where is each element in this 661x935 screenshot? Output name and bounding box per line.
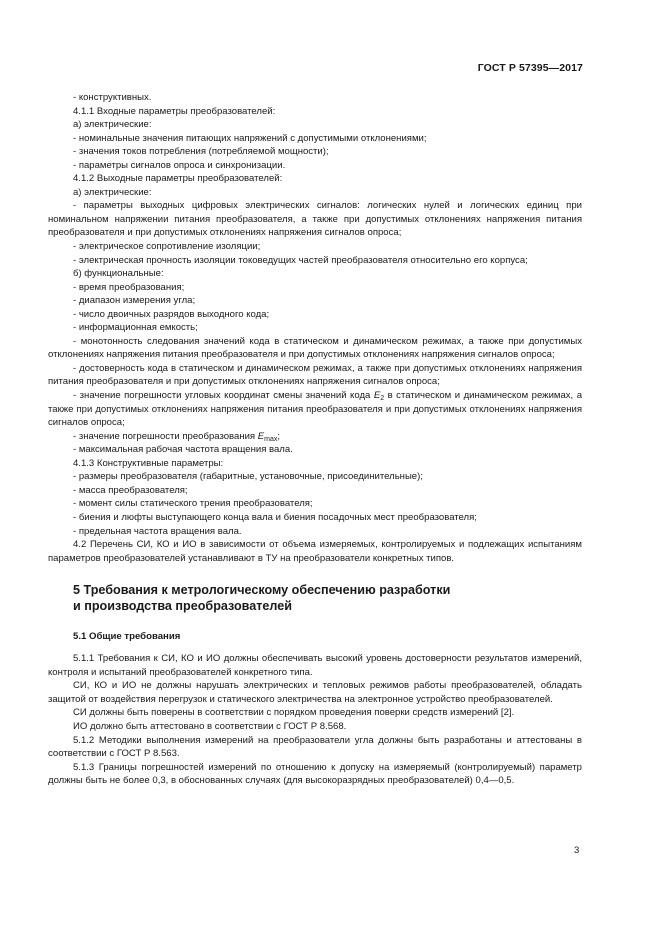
page-content — [48, 91, 582, 788]
clause-5-1-3: 5.1.3 Границы погрешностей измерений по отношению к допуску на измеряемый (контролируемый) параметр должны быть не более 0,3, в обоснованных случаях (для высокоразрядных преобразователей) 0,4—0,5. — [48, 761, 582, 787]
list-item: - предельная частота вращения вала. — [73, 525, 242, 537]
list-item: - номинальные значения питающих напряжений с допустимыми отклонениями; — [73, 132, 427, 144]
list-item: - максимальная рабочая частота вращения вала. — [73, 444, 293, 456]
section-5-heading — [48, 583, 582, 615]
list-item: - информационная емкость; — [73, 322, 198, 334]
list-item: - биения и люфты выступающего конца вала и биения посадочных мест преобразователя; — [73, 511, 477, 523]
list-item: - число двоичных разрядов выходного кода; — [73, 308, 270, 320]
list-item: - электрическое сопротивление изоляции; — [73, 241, 261, 253]
subsection-5-1-heading: 5.1 Общие требования — [73, 630, 181, 642]
paragraph: СИ, КО и ИО не должны нарушать электрических и тепловых режимов работы преобразователей, обладать защитой от воздействия перегрузок и статического электричества на электронное устройство преобразователей. — [48, 680, 582, 705]
list-item: - время преобразования; — [73, 281, 185, 293]
paragraph: а) электрические: — [73, 119, 152, 131]
clause-4-1-3: 4.1.3 Конструктивные параметры: — [73, 457, 224, 469]
list-item: - диапазон измерения угла; — [73, 295, 196, 307]
clause-4-1-2: 4.1.2 Выходные параметры преобразователей: — [73, 173, 283, 185]
text-run: ; — [277, 430, 281, 442]
paragraph: б) функциональные: — [73, 268, 164, 280]
variable-e: E — [373, 390, 381, 402]
section-5-heading-line: 5 Требования к метрологическому обеспечению разработки — [73, 583, 451, 598]
list-item: - параметры выходных цифровых электрических сигналов: логических нулей и логических единиц при номинальном напряжении питания преобразователя, а также при допустимых отклонениях напряжения питания преобразователя и при допустимых отклонениях напряжения сигналов опроса; — [48, 200, 582, 239]
list-item — [48, 430, 582, 444]
text-run: - значение погрешности преобразования — [73, 430, 258, 442]
standard-designation: ГОСТ Р 57395—2017 — [477, 62, 583, 74]
clause-5-1-1: 5.1.1 Требования к СИ, КО и ИО должны обеспечивать высокий уровень достоверности результатов измерений, контроля и испытаний преобразователей конкретного типа. — [48, 653, 582, 678]
paragraph: а) электрические: — [73, 186, 152, 198]
subscript: max — [264, 435, 278, 443]
list-item: - достоверность кода в статическом и динамическом режимах, а также при допустимых отклонениях напряжения питания преобразователя и при допустимых отклонениях напряжения сигналов опроса; — [48, 362, 582, 388]
variable-e: E — [257, 430, 265, 442]
clause-4-1-1: 4.1.1 Входные параметры преобразователей: — [73, 105, 276, 117]
list-item: - масса преобразователя; — [73, 484, 188, 496]
paragraph: СИ должны быть поверены в соответствии с порядком проведения поверки средств измерений [2]. — [73, 707, 515, 719]
list-item: - размеры преобразователя (габаритные, установочные, присоединительные); — [73, 471, 423, 483]
paragraph: ИО должно быть аттестовано в соответствии с ГОСТ Р 8.568. — [73, 721, 347, 733]
section-5-heading-line: и производства преобразователей — [73, 598, 293, 613]
list-item: - монотонность следования значений кода в статическом и динамическом режимах, а также при допустимых отклонениях напряжения питания преобразователя и при допустимых отклонениях напряжения сигналов опроса; — [48, 335, 582, 361]
subscript: 2 — [380, 395, 385, 403]
list-item: - электрическая прочность изоляции токоведущих частей преобразователя относительно его корпуса; — [73, 254, 528, 266]
list-item: - значения токов потребления (потребляемой мощности); — [73, 146, 329, 158]
list-item — [48, 389, 582, 430]
list-item: - параметры сигналов опроса и синхронизации. — [73, 159, 286, 171]
page-number: 3 — [574, 845, 580, 856]
paragraph: - конструктивных. — [73, 92, 152, 103]
clause-5-1-2: 5.1.2 Методики выполнения измерений на преобразователи угла должны быть разработаны и аттестованы в соответствии с ГОСТ Р 8.563. — [48, 734, 582, 760]
list-item: - момент силы статического трения преобразователя; — [73, 498, 313, 510]
text-run: в статическом и динамическом режимах, а также при допустимых отклонениях напряжения питания преобразователя и при допустимых отклонениях напряжения сигналов опроса; — [48, 390, 583, 429]
clause-4-2: 4.2 Перечень СИ, КО и ИО в зависимости от объема измеряемых, контролируемых и подлежащих испытаниям параметров преобразователей устанавливают в ТУ на преобразователи конкретных типов. — [48, 539, 582, 564]
text-run: - значение погрешности угловых координат смены значений кода — [73, 390, 374, 402]
